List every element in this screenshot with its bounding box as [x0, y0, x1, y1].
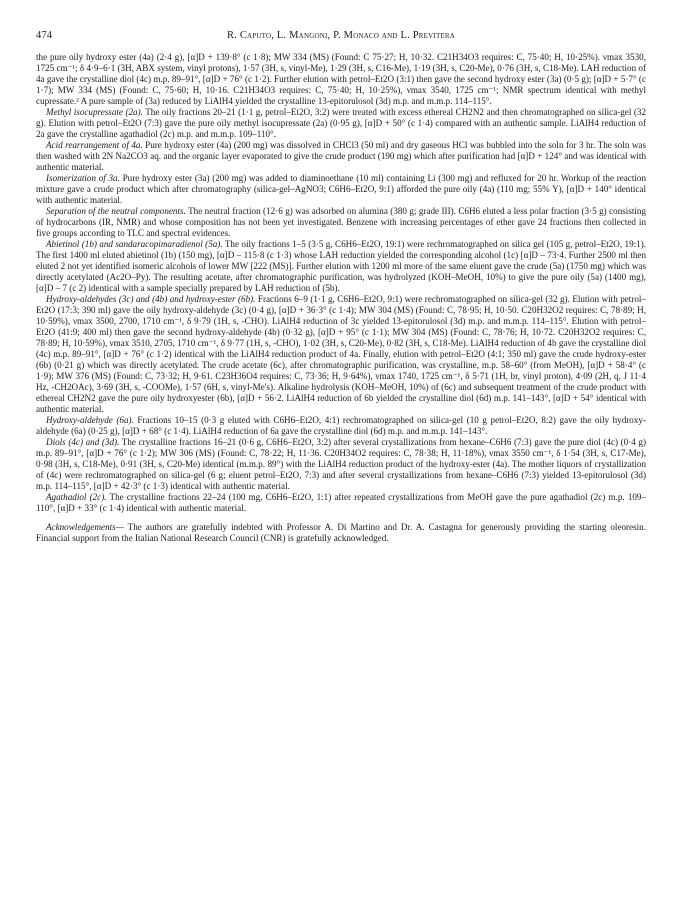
paragraph — [36, 415, 646, 437]
paragraph-heading: Agathadiol (2c). — [46, 492, 107, 502]
paragraph-text: Pure hydroxy ester (3a) (200 mg) was added to diaminoethane (10 ml) containing Li (300 mg) and refluxed for 20 hr. Workup of the reaction mixture gave a crude product which after chromatography (silica-gel–AgNO3; C6H6–Et2O, 9:1) afforded the pure oily (4a) (110 mg; 55% Y), [α]D + 140° identical with authentic material. — [36, 173, 646, 205]
paragraph — [36, 492, 646, 514]
acknowledgements-heading: Acknowledgements— — [46, 522, 124, 532]
paragraph-heading: Hydroxy-aldehyde (6a). — [46, 415, 134, 425]
paragraph — [36, 173, 646, 206]
paragraph — [36, 294, 646, 415]
paragraph-heading: Diols (4c) and (3d). — [46, 437, 120, 447]
paragraph — [36, 52, 646, 107]
paragraph-text: The crystalline fractions 16–21 (0·6 g, C6H6–Et2O, 3:2) after several crystallizations from hexane–C6H6 (7:3) gave the pure diol (4c) (0·4 g) m.p. 89–91°, [α]D + 76° (c 1·2); MW 306 (MS) (Found: C, 78·22; H, 11·36. C20H34O2 requires: C, 78·38; H, 11·18%), νmax 3550 cm⁻¹, δ 1·54 (3H, s, C17-Me), 0·98 (3H, s, C18-Me), 0·91 (3H, s, C20-Me) identical (m.m.p. 89°) with the LiAlH4 reduction product of the hydroxy-ester (4a). The mother liquors of crystallization of (4c) were rechromatographed on silica-gel (6 g; eluent petrol–Et2O, 7:3) and after several crystallizations from hexane–C6H6 (7:3) yielded 13-epitorulosol (3d) m.p. 114–115°, [α]D + 42·3° (c 1·3) identical with authentic material. — [36, 437, 647, 491]
paragraph-text: The neutral fraction (12·6 g) was adsorbed on alumina (380 g; grade III). C6H6 eluted a less polar fraction (3·5 g) consisting of hydrocarbons (IR, NMR) and whose composition has not been yet investigated. Benzene with increasing percentages of ether gave 24 fractions then collected in five groups according to TLC and spectral evidences. — [36, 206, 647, 238]
paragraph-heading: Methyl isocupressate (2a). — [46, 107, 143, 117]
paragraph-text: Fractions 6–9 (1·1 g, C6H6–Et2O, 9:1) were rechromatographed on silica-gel (32 g). Elution with petrol–Et2O (17:3; 390 ml) gave the oily hydroxy-aldehyde (3c) (0·4 g), [α]D + 36·3° (c 1·4); MW 304 (MS) (Found: C, 78·95; H, 10·50. C20H32O2 requires: C, 78·89; H, 10·59%), νmax 3500, 2700, 1710 cm⁻¹, δ 9·79 (1H, s, -CHO). LiAlH4 reduction of 3c yielded 13-epitorulosol (3d) m.p. and m.m.p. 114–115°. Elution with petrol–Et2O (41:9; 400 ml) then gave the second hydroxy-aldehyde (4b) (0·32 g), [α]D + 95° (c 1·1); MW 304 (MS) (Found: C, 78·76; H, 10·72. C20H32O2 requires: C, 78·89; H, 10·59%), νmax 3510, 2705, 1710 cm⁻¹, δ 9·77 (1H, s, -CHO), 1·02 (3H, s, C20-Me), 0·82 (3H, s, C18-Me). LiAlH4 reduction of 4b gave the crystalline diol (4c) m.p. 89–91°, [α]D + 76° (c 1·2) identical with the LiAlH4 reduction product of 4a. Finally, elution with petrol–Et2O (4:1; 350 ml) gave the crude hydroxy-ester (6b) (0·21 g) which was directly acetylated. The crude acetate (6c), after chromatographic purification, was crystalline, m.p. 58–60° (from MeOH), [α]D + 58·4° (c 1·9); MW 376 (MS) (Found: C, 73·32; H, 9·61. C23H36O4 requires: C, 73·36; H, 9·64%), νmax 1740, 1725 cm⁻¹, δ 5·71 (1H, br, vinyl proton), 4·09 (2H, q, J 11·4 Hz, -CH2OAc), 3·69 (3H, s, -COOMe), 1·57 (6H, s, vinyl-Me's). Alkaline hydrolysis (KOH–MeOH, 10%) of (6c) and subsequent treatment of the crude product with ethereal CH2N2 gave the pure oily hydroxyester (6b), [α]D + 56·2. LiAlH4 reduction of 6b yielded the crystalline diol (6d) m.p. 141–143°, [α]D + 54° identical with authentic material. — [36, 294, 646, 414]
paragraph-heading: Isomerization of 3a. — [46, 173, 120, 183]
paragraph — [36, 107, 646, 140]
article-body — [36, 52, 646, 544]
paragraph-heading: Hydroxy-aldehydes (3c) and (4b) and hydroxy-ester (6b). — [46, 294, 256, 304]
paragraph-heading: Separation of the neutral components. — [46, 206, 186, 216]
acknowledgements-text: The authors are gratefully indebted with Professor A. Di Martino and Dr. A. Castagna for generously providing the starting oleoresin. Financial support from the Italian National Research Council (CNR) is gratefully acknowledged. — [36, 522, 646, 543]
paragraph — [36, 140, 646, 173]
page-header — [36, 30, 646, 46]
paragraph — [36, 206, 646, 239]
paragraph — [36, 239, 646, 294]
running-head-authors: R. Caputo, L. Mangoni, P. Monaco and L. Previtera — [226, 30, 456, 41]
paragraph-text: Pure hydroxy ester (4a) (200 mg) was dissolved in CHCl3 (50 ml) and dry gaseous HCl was bubbled into the soln for 3 hr. The soln was then washed with 2N Na2CO3 aq. and the organic layer evaporated to give the crude product (190 mg) which after purification had [α]D + 124° and was identical with authentic material. — [36, 140, 646, 172]
paragraph-heading: Acid rearrangement of 4a. — [46, 140, 143, 150]
paragraph-text: The oily fractions 1–5 (3·5 g, C6H6–Et2O, 19:1) were rechromatographed on silica gel (105 g, petrol–Et2O, 19:1). The first 1400 ml eluted abietinol (1b) (150 mg), [α]D – 115·8 (c 1·3) whose LAH reduction yielded the corresponding alcohol (1c) [α]D – 73·4. Further 2500 ml then eluted 2 not yet identified isomeric alcohols of lower MW [222 (MS)]. Further elution with 1200 ml more of the same eluent gave the crude (5a) (1750 mg) which was directly acetylated (Ac2O–Py). The resulting acetate, after chromatographic purification, was hydrolyzed (KOH–MeOH, 10%) to give the pure oily (5a) (1400 mg), [α]D – 7 (c 2) identical with a sample specially prepared by LAH reduction of (5b). — [36, 239, 646, 293]
paragraph-text: Fractions 10–15 (0·3 g eluted with C6H6–Et2O, 4:1) rechromatographed on silica-gel (10 g petrol–Et2O, 8:2) gave the oily hydroxy-aldehyde (6a) (0·25 g), [α]D + 68° (c 1·4). LiAlH4 reduction of 6a gave the crystalline diol (6d) m.p. and m.m.p. 141–143°. — [36, 415, 646, 436]
paragraph-heading: Abietinol (1b) and sandaracopimaradienol (5a). — [46, 239, 223, 249]
paragraph — [36, 437, 646, 492]
acknowledgements — [36, 522, 646, 544]
paragraph-text: The crystalline fractions 22–24 (100 mg, C6H6–Et2O, 1:1) after repeated crystallizations from MeOH gave the pure agathadiol (2c) m.p. 109–110°, [α]D + 33° (c 1·4) identical with authentic material. — [36, 492, 646, 513]
paragraph-text: The oily fractions 20–21 (1·1 g, petrol–Et2O, 3:2) were treated with excess ethereal CH2N2 and then chromatographed on silica-gel (32 g). Elution with petrol–Et2O (7:3) gave the pure oily methyl isocupressate (2a) (0·95 g), [α]D + 50° (c 1·4) compared with an authentic sample. LiAlH4 reduction of 2a gave the crystalline agathadiol (2c) m.p. and m.m.p. 109–110°. — [36, 107, 647, 139]
page-number: 474 — [36, 30, 53, 41]
paragraph-text: the pure oily hydroxy ester (4a) (2·4 g), [α]D + 139·8° (c 1·8); MW 334 (MS) (Found: C 75·27; H, 10·32. C21H34O3 requires: C, 75·40; H, 10·25%). νmax 3530, 1725 cm⁻¹; δ 4·9–6·1 (3H, ABX system, vinyl protons), 1·57 (3H, s, vinyl-Me), 1·29 (3H, s, C16-Me), 1·19 (3H, s, C20-Me), 0·76 (3H, s, C18-Me). LAH reduction of 4a gave the crystalline diol (4c) m.p. 89–91°, [α]D + 76° (c 1·2). Further elution with petrol–Et2O (3:1) then gave the second hydroxy ester (3a) (0·5 g); [α]D + 5·7° (c 1·7); MW 334 (MS) (Found: C, 75·60; H, 10·16. C21H34O3 requires: C, 75·40; H, 10·25%), νmax 3540, 1725 cm⁻¹; NMR spectrum identical with methyl cupressate.² A pure sample of (3a) reduced by LiAlH4 yielded the crystalline 13-epitorulosol (3d) m.p. and m.m.p. 114–115°. — [36, 52, 646, 106]
